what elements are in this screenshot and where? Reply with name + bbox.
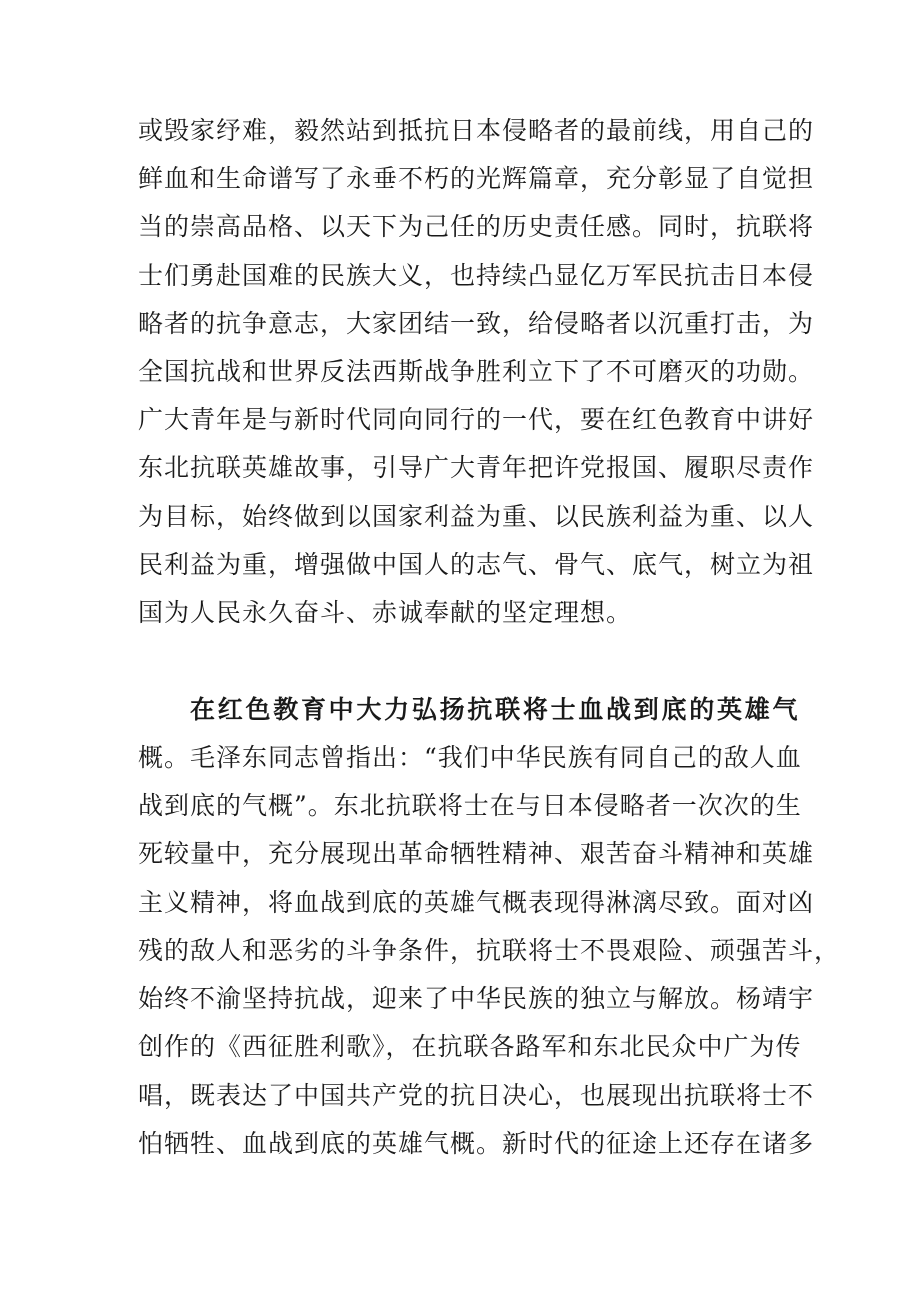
- p1-line-1: 或毁家纾难，毅然站到抵抗日本侵略者的最前线，用自己的: [138, 116, 815, 145]
- p1-line-4: 士们勇赴国难的民族大义，也持续凸显亿万军民抗击日本侵: [138, 261, 815, 290]
- p2-line-7: 创作的《西征胜利歌》，在抗联各路军和东北民众中广为传: [138, 1032, 802, 1061]
- p1-line-11: 国为人民永久奋斗、赤诚奉献的坚定理想。: [138, 598, 633, 627]
- p2-heading: 在红色教育中大力弘扬抗联将士血战到底的英雄气: [190, 695, 798, 724]
- p2-line-3: 死较量中，充分展现出革命牺牲精神、艰苦奋斗精神和英雄: [138, 839, 815, 868]
- p1-line-10: 民利益为重，增强做中国人的志气、骨气、底气，树立为祖: [138, 550, 815, 579]
- p2-line-6: 始终不渝坚持抗战，迎来了中华民族的独立与解放。杨靖宇: [138, 984, 815, 1013]
- p1-line-8: 东北抗联英雄故事，引导广大青年把许党报国、履职尽责作: [138, 453, 815, 482]
- p1-line-9: 为目标，始终做到以国家利益为重、以民族利益为重、以人: [138, 502, 815, 531]
- p1-line-2: 鲜血和生命谱写了永垂不朽的光辉篇章，充分彰显了自觉担: [138, 164, 815, 193]
- p2-line-8: 唱，既表达了中国共产党的抗日决心，也展现出抗联将士不: [138, 1081, 815, 1110]
- p1-line-6: 全国抗战和世界反法西斯战争胜利立下了不可磨灭的功勋。: [138, 357, 815, 386]
- p1-line-5: 略者的抗争意志，大家团结一致，给侵略者以沉重打击，为: [138, 309, 815, 338]
- p2-line-5: 残的敌人和恶劣的斗争条件，抗联将士不畏艰险、顽强苦斗，: [138, 936, 841, 965]
- p2-line-4: 主义精神，将血战到底的英雄气概表现得淋漓尽致。面对凶: [138, 888, 815, 917]
- p1-line-7: 广大青年是与新时代同向同行的一代，要在红色教育中讲好: [138, 405, 815, 434]
- p2-line-2: 战到底的气概”。东北抗联将士在与日本侵略者一次次的生: [138, 791, 802, 820]
- p1-line-3: 当的崇高品格、以天下为己任的历史责任感。同时，抗联将: [138, 212, 815, 241]
- p2-line-1: 概。毛泽东同志曾指出：“我们中华民族有同自己的敌人血: [138, 743, 802, 772]
- p2-line-9: 怕牺牲、血战到底的英雄气概。新时代的征途上还存在诸多: [138, 1129, 815, 1158]
